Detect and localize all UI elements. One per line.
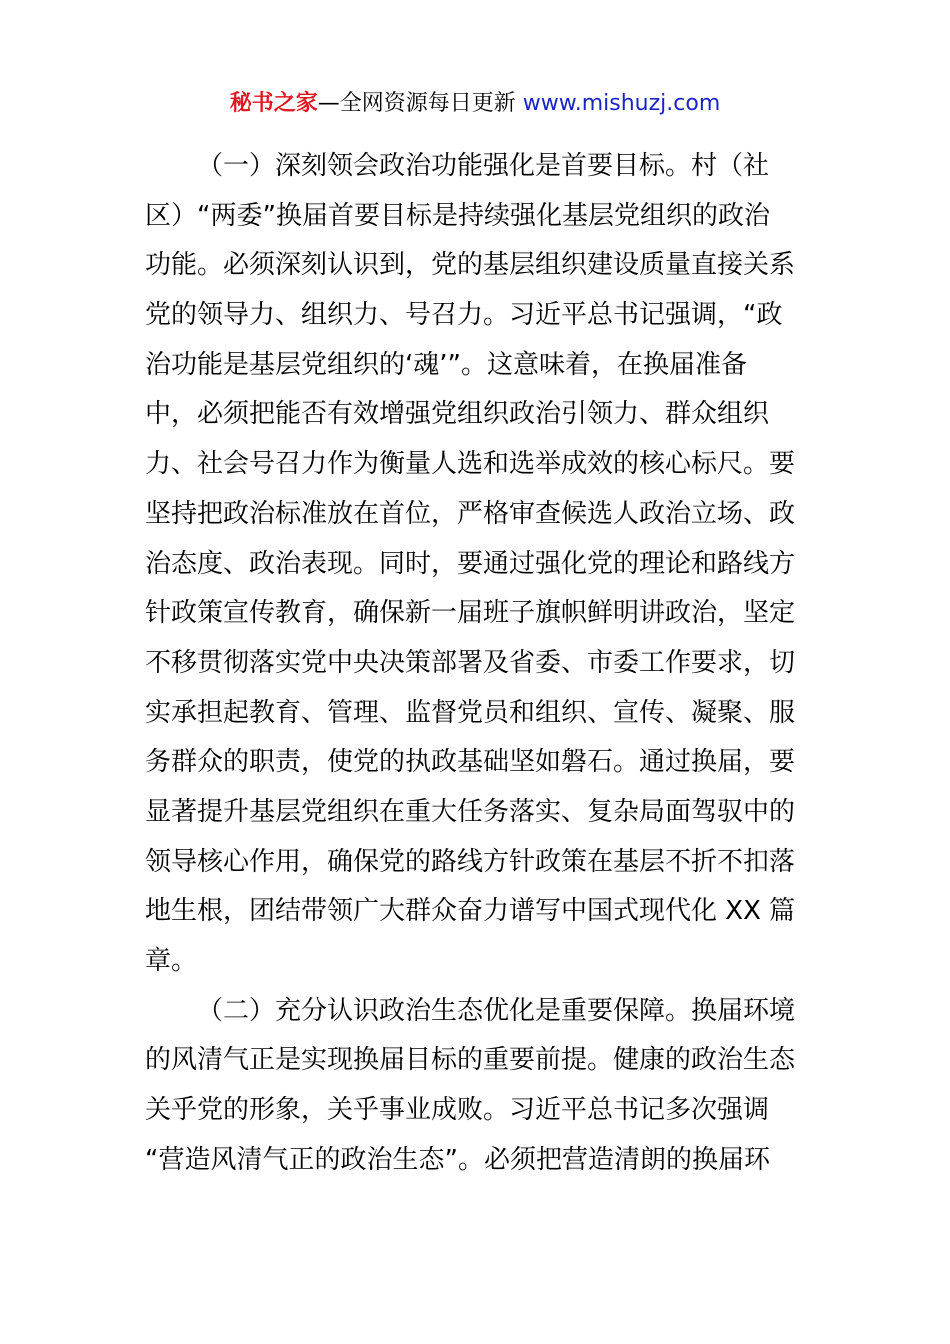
text-line: 章。: [145, 946, 198, 976]
text-line: “营造风清气正的政治生态”。必须把营造清朗的换届环: [145, 1144, 770, 1175]
text-line: 力、社会号召力作为衡量人选和选举成效的核心标尺。要: [145, 449, 796, 480]
paragraph-1: [145, 142, 807, 987]
text-line: 关乎党的形象，关乎事业成败。习近平总书记多次强调: [145, 1095, 770, 1126]
text-line: 坚持把政治标准放在首位，严格审查候选人政治立场、政: [145, 498, 796, 529]
text-line: 务群众的职责，使党的执政基础坚如磐石。通过换届，要: [145, 747, 796, 778]
text-line: 领导核心作用，确保党的路线方针政策在基层不折不扣落: [145, 846, 796, 877]
paragraph-2: [145, 987, 807, 1186]
brand-name: 秘书之家: [229, 91, 318, 116]
text-line: 的风清气正是实现换届目标的重要前提。健康的政治生态: [145, 1045, 796, 1076]
text-line: （二）充分认识政治生态优化是重要保障。换届环境: [197, 995, 796, 1026]
header-url-link[interactable]: www.mishuzj.com: [522, 91, 721, 116]
text-line: （一）深刻领会政治功能强化是首要目标。村（社: [197, 151, 770, 181]
header-tagline: —全网资源每日更新: [317, 91, 523, 116]
text-line: 党的领导力、组织力、号召力。习近平总书记强调，“政: [145, 300, 783, 331]
text-line: 治功能是基层党组织的‘魂’”。这意味着，在换届准备: [145, 349, 747, 380]
text-line: 功能。必须深刻认识到，党的基层组织建设质量直接关系: [145, 250, 796, 281]
text-line: 显著提升基层党组织在重大任务落实、复杂局面驾驭中的: [145, 796, 796, 827]
text-line: 针政策宣传教育，确保新一届班子旗帜鲜明讲政治，坚定: [145, 598, 796, 629]
text-line: 实承担起教育、管理、监督党员和组织、宣传、凝聚、服: [145, 697, 796, 728]
text-line: 中，必须把能否有效增强党组织政治引领力、群众组织: [145, 399, 770, 430]
text-line: 地生根，团结带领广大群众奋力谱写中国式现代化 XX 篇: [145, 896, 796, 927]
site-header: [0, 88, 950, 120]
text-line: 区）“两委”换届首要目标是持续强化基层党组织的政治: [145, 200, 770, 231]
text-line: 不移贯彻落实党中央决策部署及省委、市委工作要求，切: [145, 647, 796, 678]
document-body: [145, 142, 807, 1185]
text-line: 治态度、政治表现。同时，要通过强化党的理论和路线方: [145, 548, 796, 579]
